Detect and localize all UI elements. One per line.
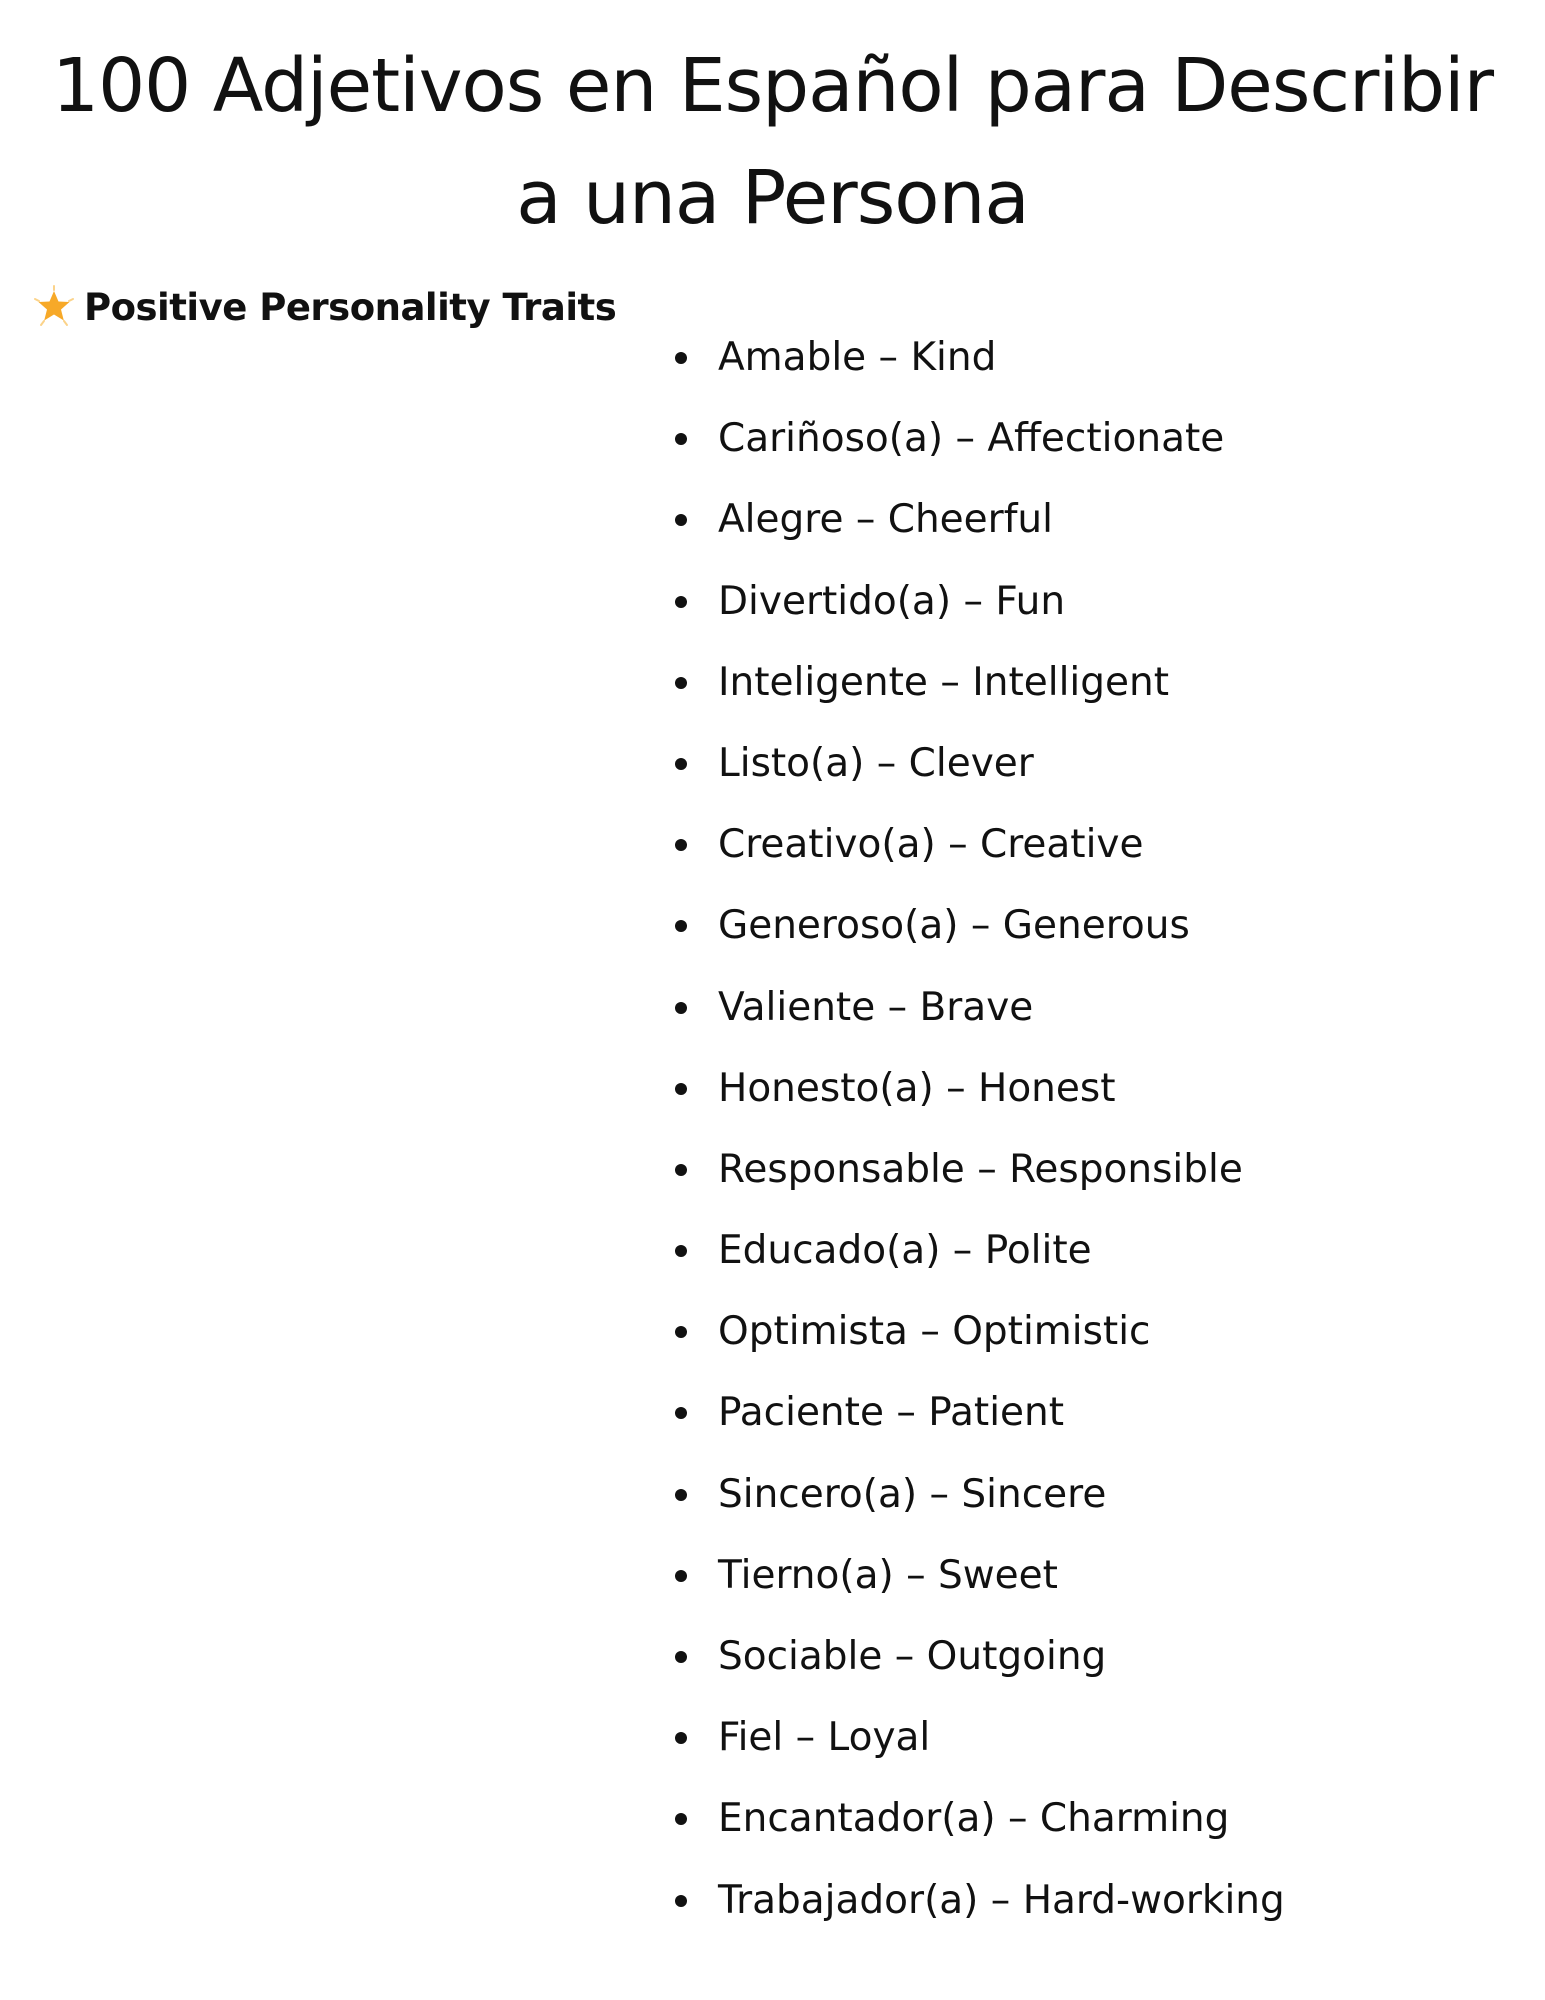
section-title: Positive Personality Traits (84, 285, 617, 329)
list-item (0, 322, 1285, 403)
list-item (0, 1459, 1285, 1540)
bullet-icon (675, 1083, 687, 1095)
list-item-text: Cariñoso(a) – Affectionate (718, 416, 1225, 462)
bullet-icon (675, 514, 687, 526)
bullet-icon (675, 1732, 687, 1744)
list-item-text: Honesto(a) – Honest (718, 1065, 1116, 1111)
list-item (0, 890, 1285, 971)
list-item (0, 647, 1285, 728)
list-item (0, 1865, 1285, 1946)
list-item (0, 1540, 1285, 1621)
page-title-line-2: a una Persona (516, 155, 1029, 241)
list-item-text: Tierno(a) – Sweet (718, 1552, 1058, 1598)
bullet-icon (675, 839, 687, 851)
adjective-list (0, 322, 1285, 1946)
bullet-icon (675, 920, 687, 932)
list-item (0, 1215, 1285, 1296)
list-item (0, 1702, 1285, 1783)
page-title (0, 30, 1545, 254)
list-item-text: Divertido(a) – Fun (718, 578, 1066, 624)
list-item-text: Valiente – Brave (718, 984, 1034, 1030)
list-item (0, 1053, 1285, 1134)
list-item-text: Educado(a) – Polite (718, 1228, 1092, 1274)
list-item (0, 1377, 1285, 1458)
list-item-text: Paciente – Patient (718, 1390, 1065, 1436)
list-item (0, 403, 1285, 484)
bullet-icon (675, 677, 687, 689)
bullet-icon (675, 1489, 687, 1501)
page-title-line-1: 100 Adjetivos en Español para Describir (52, 43, 1493, 129)
list-item (0, 809, 1285, 890)
bullet-icon (675, 433, 687, 445)
bullet-icon (675, 1407, 687, 1419)
list-item (0, 484, 1285, 565)
bullet-icon (675, 1813, 687, 1825)
bullet-icon (675, 352, 687, 364)
list-item-text: Inteligente – Intelligent (718, 659, 1169, 705)
bullet-icon (675, 596, 687, 608)
list-item-text: Fiel – Loyal (718, 1715, 931, 1761)
list-item-text: Amable – Kind (718, 335, 997, 380)
list-item (0, 728, 1285, 809)
list-item (0, 972, 1285, 1053)
list-item (0, 1783, 1285, 1864)
list-item-text: Trabajador(a) – Hard-working (718, 1877, 1285, 1923)
list-item (0, 566, 1285, 647)
list-item-text: Sincero(a) – Sincere (718, 1471, 1107, 1517)
bullet-icon (675, 1326, 687, 1338)
list-item (0, 1621, 1285, 1702)
bullet-icon (675, 1570, 687, 1582)
bullet-icon (675, 758, 687, 770)
bullet-icon (675, 1895, 687, 1907)
list-item-text: Listo(a) – Clever (718, 740, 1034, 786)
list-item-text: Encantador(a) – Charming (718, 1796, 1230, 1842)
list-item-text: Optimista – Optimistic (718, 1309, 1151, 1355)
list-item (0, 1296, 1285, 1377)
bullet-icon (675, 1651, 687, 1663)
list-item-text: Generoso(a) – Generous (718, 903, 1190, 949)
bullet-icon (675, 1164, 687, 1176)
bullet-icon (675, 1245, 687, 1257)
list-item (0, 1134, 1285, 1215)
bullet-icon (675, 1002, 687, 1014)
list-item-text: Sociable – Outgoing (718, 1634, 1107, 1679)
list-item-text: Creativo(a) – Creative (718, 822, 1144, 868)
list-item-text: Alegre – Cheerful (718, 497, 1053, 543)
list-item-text: Responsable – Responsible (718, 1146, 1243, 1192)
